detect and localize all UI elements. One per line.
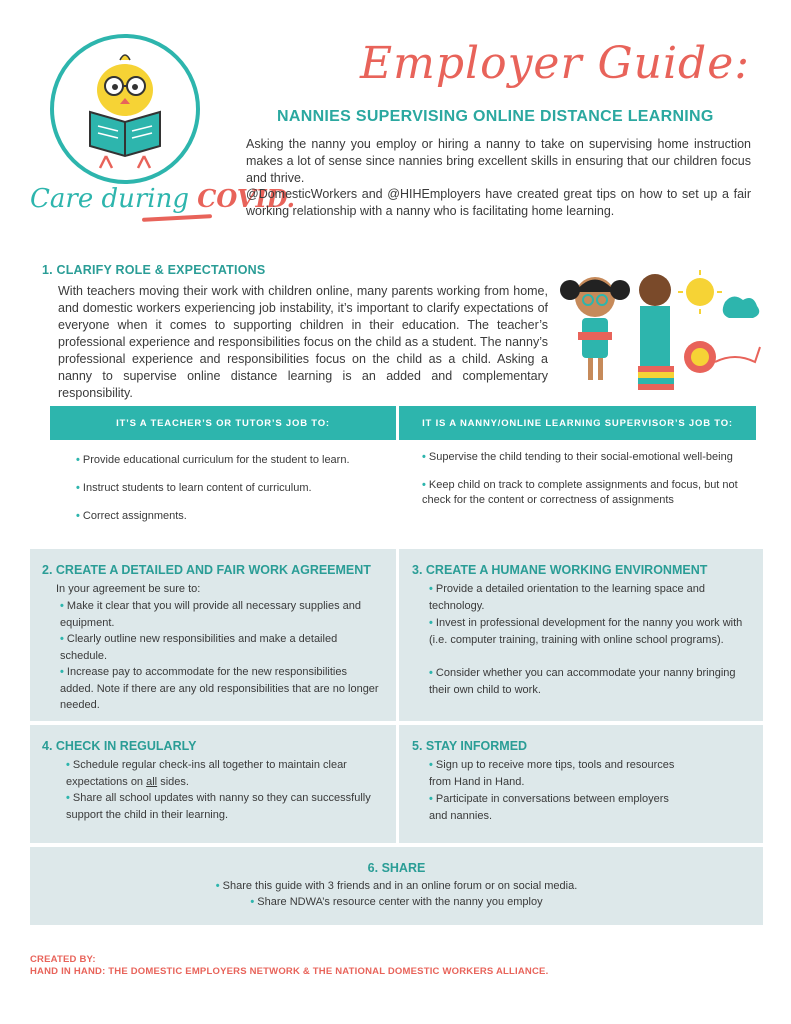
teacher-job-header: IT’S A TEACHER’S OR TUTOR’S JOB TO:	[50, 406, 396, 440]
section-3-item: • Provide a detailed orientation to the learning space and technology.	[429, 583, 705, 612]
section-1-heading: 1. CLARIFY ROLE & EXPECTATIONS	[42, 263, 266, 277]
section-4-panel	[30, 725, 396, 843]
chick-reading-icon	[54, 38, 196, 180]
section-5-item: • Participate in conversations between employers and nannies.	[429, 793, 669, 822]
section-3-item: • Invest in professional development for the nanny you work with (i.e. computer training, training with online school programs).	[429, 617, 743, 646]
section-2-item: • Increase pay to accommodate for the new responsibilities added. Note if there are any old responsibilities that are no longer needed.	[60, 666, 379, 711]
teacher-item: • Correct assignments.	[76, 510, 187, 522]
logo-script-text: Care during COVID.	[30, 184, 296, 214]
care-during-covid-logo	[30, 34, 296, 229]
section-6-item: • Share NDWA’s resource center with the nanny you employ	[250, 896, 543, 908]
section-3-item: • Consider whether you can accommodate your nanny bringing their own child to work.	[429, 667, 736, 696]
children-reading-illustration	[550, 262, 770, 392]
logo-underline	[142, 214, 212, 222]
page-subtitle: NANNIES SUPERVISING ONLINE DISTANCE LEARNING	[277, 108, 714, 125]
teacher-item: • Provide educational curriculum for the student to learn.	[76, 454, 350, 466]
section-3-title: 3. CREATE A HUMANE WORKING ENVIRONMENT	[412, 563, 708, 577]
nanny-job-header: IT IS A NANNY/ONLINE LEARNING SUPERVISOR’S JOB TO:	[399, 406, 756, 440]
intro-paragraph-2: @DomesticWorkers and @HIHEmployers have created great tips on how to set up a fair working relationship with a nanny who is facilitating home learning.	[246, 187, 751, 218]
section-5-panel	[399, 725, 763, 843]
section-2-title: 2. CREATE A DETAILED AND FAIR WORK AGREEMENT	[42, 563, 371, 577]
page-title: Employer Guide:	[360, 38, 751, 89]
intro-paragraph-1: Asking the nanny you employ or hiring a nanny to take on supervising home instruction makes a lot of sense since nannies bring excellent skills in ensuring that our children focus and thrive.	[246, 137, 751, 185]
section-4-item: • Share all school updates with nanny so they can successfully support the child in their learning.	[66, 792, 371, 821]
section-6-title: 6. SHARE	[367, 861, 426, 875]
section-1-body: With teachers moving their work with children online, many parents working from home, and domestic workers experiencing job instability, it’s important to clarify expectations of everyone when it comes to supporting children in their education. The teacher’s professional experience and responsibilities focus on the child as a student. The nanny’s professional experience and responsibilities focus on the child as a child. Asking a nanny to supervise online distance learning is an added and complementary responsibility.	[58, 284, 548, 400]
section-5-item: • Sign up to receive more tips, tools and resources from Hand in Hand.	[429, 759, 675, 788]
section-2-item: • Make it clear that you will provide all necessary supplies and equipment.	[60, 600, 362, 629]
section-6-panel	[30, 847, 763, 925]
section-2-item: • Clearly outline new responsibilities and make a detailed schedule.	[60, 633, 338, 662]
section-5-title: 5. STAY INFORMED	[412, 739, 528, 753]
section-2-intro: In your agreement be sure to:	[56, 583, 201, 595]
section-6-item: • Share this guide with 3 friends and in an online forum or on social media.	[215, 880, 578, 892]
teacher-item: • Instruct students to learn content of curriculum.	[76, 482, 312, 494]
nanny-item: • Supervise the child tending to their social-emotional well-being	[422, 451, 733, 463]
section-3-panel	[399, 549, 763, 721]
logo-circle	[50, 34, 200, 184]
footer-organizations: HAND IN HAND: THE DOMESTIC EMPLOYERS NETWORK & THE NATIONAL DOMESTIC WORKERS ALLIANCE.	[30, 966, 549, 977]
footer-created-by: CREATED BY:	[30, 954, 96, 965]
section-4-title: 4. CHECK IN REGULARLY	[42, 739, 197, 753]
nanny-item: • Keep child on track to complete assignments and focus, but not check for the content or correctness of assignments	[422, 479, 738, 506]
section-2-panel	[30, 549, 396, 721]
section-4-item: • Schedule regular check-ins all together to maintain clear expectations on all sides.	[66, 759, 347, 788]
